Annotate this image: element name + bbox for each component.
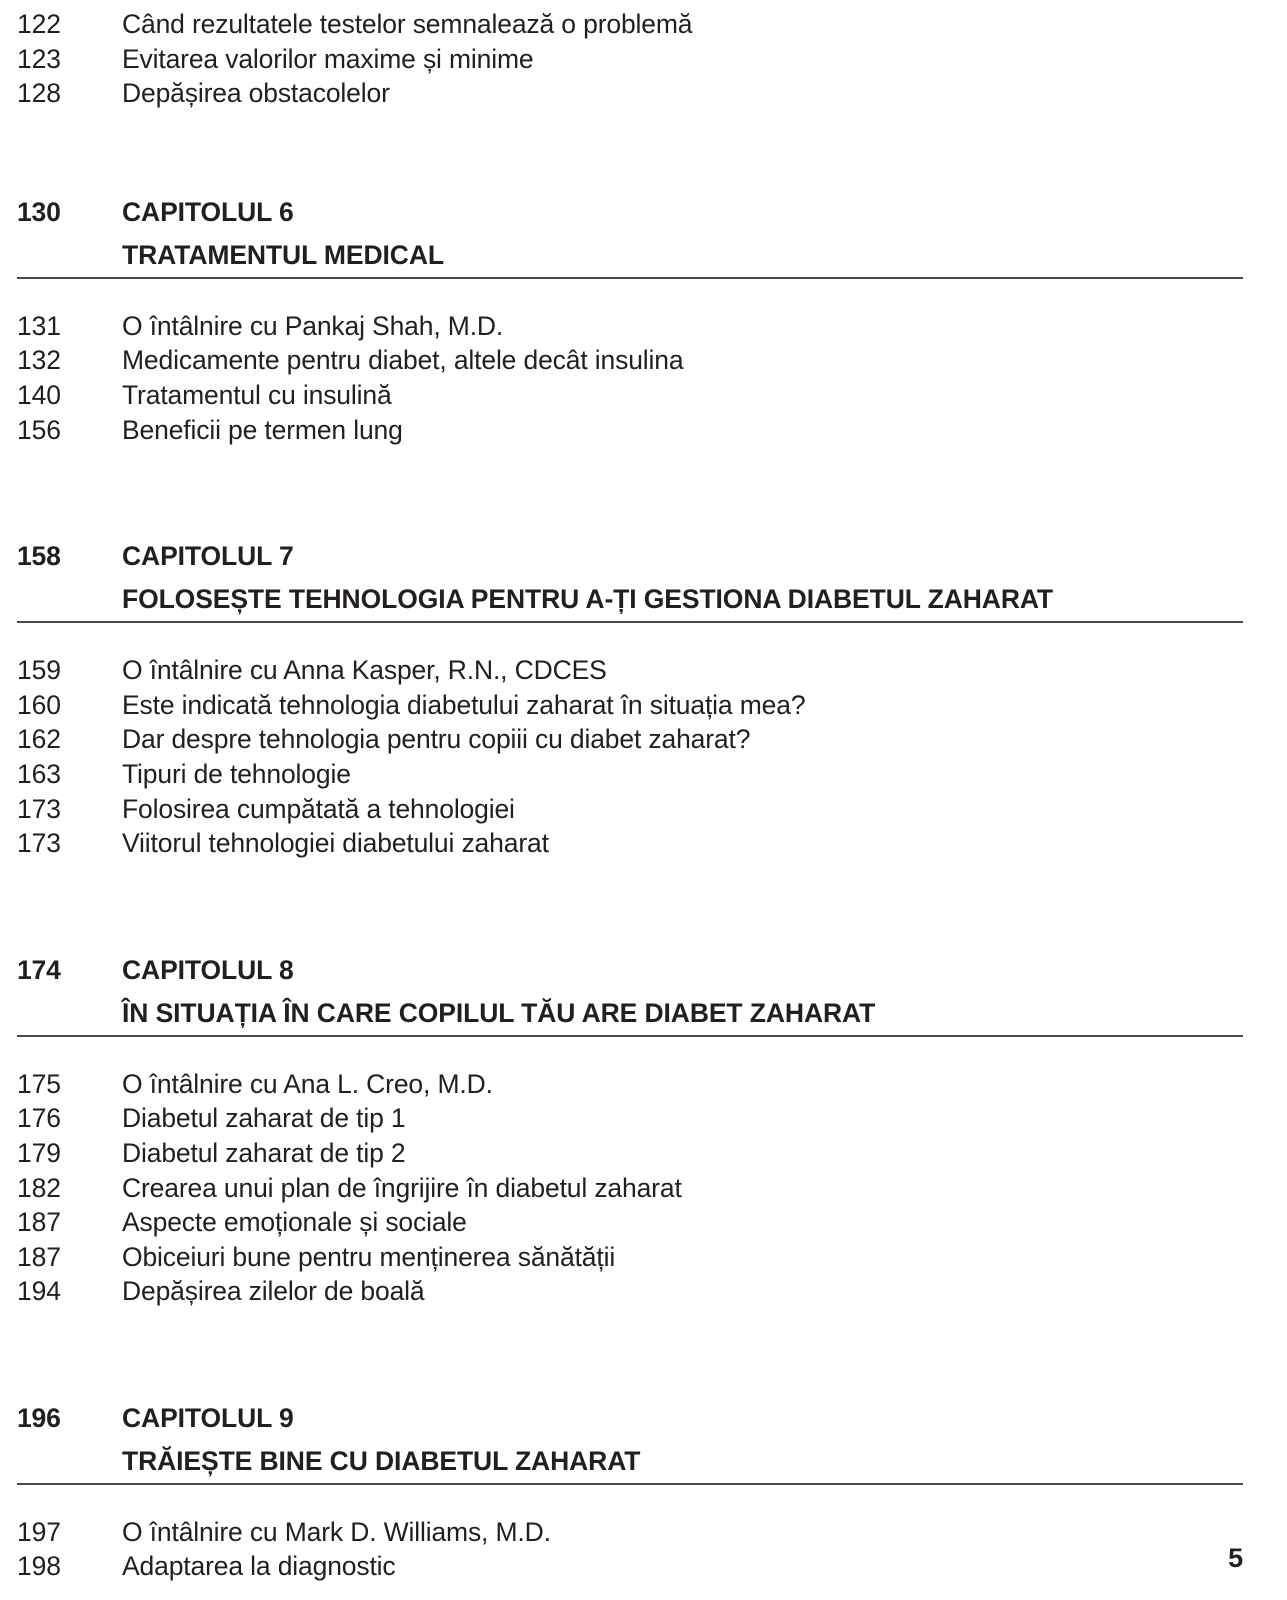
toc-entry-page-number: 159: [17, 655, 61, 686]
toc-entry-title: Crearea unui plan de îngrijire în diabetul zaharat: [122, 1172, 682, 1203]
chapter-section: [17, 111, 1243, 447]
toc-entry-page-number: 140: [17, 379, 61, 410]
toc-entry-title: Obiceiuri bune pentru menținerea sănătății: [122, 1241, 616, 1272]
toc-entry[interactable]: [17, 413, 1243, 448]
toc-entry-page-number: 175: [17, 1068, 61, 1099]
toc-entry-page-number: 156: [17, 414, 61, 445]
toc-entry-page-number: 197: [17, 1516, 61, 1547]
intro-entry-list: [17, 0, 1243, 111]
chapter-title: TRATAMENTUL MEDICAL: [122, 239, 444, 270]
chapter-page-number: 174: [17, 954, 61, 985]
toc-entry[interactable]: [17, 792, 1243, 827]
toc-entry[interactable]: [17, 826, 1243, 861]
chapter-title: ÎN SITUAȚIA ÎN CARE COPILUL TĂU ARE DIABET ZAHARAT: [122, 997, 876, 1028]
chapter-entry-list: [17, 1485, 1243, 1584]
toc-entry-title: Folosirea cumpătată a tehnologiei: [122, 793, 515, 824]
chapter-section: [17, 1309, 1243, 1584]
toc-entry[interactable]: [17, 1101, 1243, 1136]
toc-entry[interactable]: [17, 757, 1243, 792]
toc-entry-title: Când rezultatele testelor semnalează o problemă: [122, 9, 693, 39]
toc-entry-title: Evitarea valorilor maxime și minime: [122, 43, 534, 74]
chapter-label: CAPITOLUL 6: [122, 196, 294, 227]
toc-entry[interactable]: [17, 343, 1243, 378]
chapter-label: CAPITOLUL 9: [122, 1402, 294, 1433]
toc-entry[interactable]: [17, 1067, 1243, 1102]
toc-entry-title: Adaptarea la diagnostic: [122, 1551, 396, 1582]
chapter-title: TRĂIEȘTE BINE CU DIABETUL ZAHARAT: [122, 1445, 641, 1476]
chapter-entry-list: [17, 279, 1243, 447]
toc-entry-title: O întâlnire cu Ana L. Creo, M.D.: [122, 1068, 493, 1099]
toc-entry-title: Depășirea obstacolelor: [122, 78, 390, 109]
toc-entry-page-number: 173: [17, 793, 61, 824]
toc-entry[interactable]: [17, 688, 1243, 723]
toc-entry-page-number: 123: [17, 43, 61, 74]
toc-entry[interactable]: [17, 7, 1243, 42]
toc-entry-title: Medicamente pentru diabet, altele decât insulina: [122, 345, 684, 376]
toc-entry[interactable]: [17, 1171, 1243, 1206]
toc-entry-page-number: 198: [17, 1551, 61, 1582]
toc-entry[interactable]: [17, 1274, 1243, 1309]
toc-entry[interactable]: [17, 42, 1243, 77]
chapter-entry-list: [17, 623, 1243, 861]
chapter-spacer: [17, 1309, 1243, 1397]
chapter-heading-text: [122, 191, 444, 277]
chapter-heading[interactable]: [17, 949, 1243, 1035]
toc-entry-title: Viitorul tehnologiei diabetului zaharat: [122, 828, 549, 859]
chapter-page-number: 158: [17, 541, 61, 572]
toc-entry-page-number: 163: [17, 758, 61, 789]
toc-entry[interactable]: [17, 1515, 1243, 1550]
chapter-title: FOLOSEȘTE TEHNOLOGIA PENTRU A-ȚI GESTIONA DIABETUL ZAHARAT: [122, 584, 1054, 615]
chapter-section: [17, 861, 1243, 1309]
chapter-spacer: [17, 861, 1243, 949]
toc-entry[interactable]: [17, 653, 1243, 688]
toc-entry-page-number: 187: [17, 1241, 61, 1272]
chapter-heading[interactable]: [17, 191, 1243, 277]
toc-entry-page-number: 122: [17, 9, 61, 39]
toc-entry-page-number: 173: [17, 828, 61, 859]
toc-entry-title: Tipuri de tehnologie: [122, 758, 351, 789]
toc-entry-page-number: 132: [17, 345, 61, 376]
toc-entry-title: Beneficii pe termen lung: [122, 414, 403, 445]
toc-entry-page-number: 182: [17, 1172, 61, 1203]
toc-entry-title: Diabetul zaharat de tip 1: [122, 1103, 406, 1134]
toc-entry-page-number: 194: [17, 1276, 61, 1307]
toc-entry-title: Dar despre tehnologia pentru copiii cu diabet zaharat?: [122, 724, 751, 755]
chapter-container: [17, 111, 1243, 1584]
toc-entry-title: O întâlnire cu Anna Kasper, R.N., CDCES: [122, 655, 607, 686]
toc-entry-title: O întâlnire cu Pankaj Shah, M.D.: [122, 310, 504, 341]
toc-entry-title: Diabetul zaharat de tip 2: [122, 1137, 406, 1168]
toc-entry-page-number: 160: [17, 689, 61, 720]
chapter-entry-list: [17, 1037, 1243, 1309]
toc-entry-title: Depășirea zilelor de boală: [122, 1276, 425, 1307]
toc-entry[interactable]: [17, 309, 1243, 344]
chapter-section: [17, 447, 1243, 861]
chapter-heading[interactable]: [17, 1397, 1243, 1483]
toc-entry[interactable]: [17, 378, 1243, 413]
page-folio: 5: [1228, 1543, 1243, 1573]
toc-entry-title: Aspecte emoționale și sociale: [122, 1207, 467, 1238]
toc-entry-page-number: 187: [17, 1207, 61, 1238]
toc-entry-page-number: 131: [17, 310, 61, 341]
toc-entry[interactable]: [17, 1240, 1243, 1275]
chapter-heading-text: [122, 535, 1053, 621]
chapter-heading-text: [122, 949, 875, 1035]
chapter-label: CAPITOLUL 8: [122, 954, 294, 985]
chapter-heading[interactable]: [17, 535, 1243, 621]
toc-entry[interactable]: [17, 1205, 1243, 1240]
chapter-page-number: 130: [17, 196, 61, 227]
toc-entry[interactable]: [17, 76, 1243, 111]
chapter-heading-text: [122, 1397, 640, 1483]
toc-entry[interactable]: [17, 722, 1243, 757]
chapter-spacer: [17, 447, 1243, 535]
chapter-spacer: [17, 111, 1243, 191]
toc-entry-page-number: 179: [17, 1137, 61, 1168]
toc-entry[interactable]: [17, 1136, 1243, 1171]
toc-entry-title: Tratamentul cu insulină: [122, 379, 392, 410]
toc-entry-title: Este indicată tehnologia diabetului zaharat în situația mea?: [122, 689, 806, 720]
toc-entry-title: O întâlnire cu Mark D. Williams, M.D.: [122, 1516, 551, 1547]
toc-entry-page-number: 176: [17, 1103, 61, 1134]
toc-entry-page-number: 128: [17, 78, 61, 109]
toc-entry[interactable]: [17, 1549, 1243, 1584]
chapter-page-number: 196: [17, 1402, 61, 1433]
chapter-label: CAPITOLUL 7: [122, 541, 294, 572]
toc-entry-page-number: 162: [17, 724, 61, 755]
